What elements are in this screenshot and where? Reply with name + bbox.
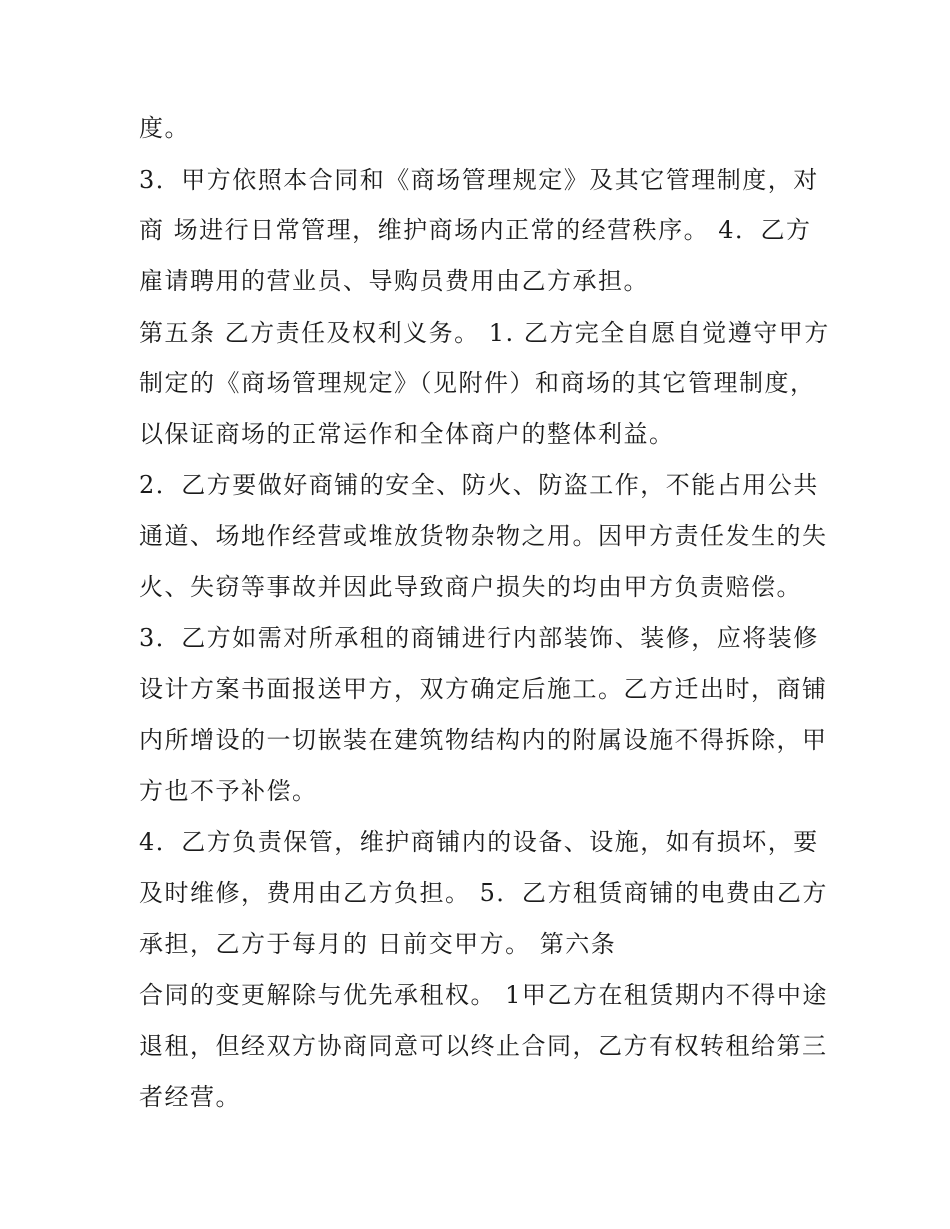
text-line: 及时维修，费用由乙方负担。 5．乙方租赁商铺的电费由乙方 bbox=[139, 879, 828, 907]
text-line: 通道、场地作经营或堆放货物杂物之用。因甲方责任发生的失 bbox=[139, 522, 828, 550]
text-line: 内所增设的一切嵌装在建筑物结构内的附属设施不得拆除，甲 bbox=[139, 726, 828, 754]
text-line: 3．乙方如需对所承租的商铺进行内部装饰、装修，应将装修 bbox=[139, 624, 819, 652]
text-line: 承担，乙方于每月的 日前交甲方。 第六条 bbox=[139, 930, 617, 958]
text-line: 商 场进行日常管理，维护商场内正常的经营秩序。 4．乙方 bbox=[139, 216, 812, 244]
text-line: 退租，但经双方协商同意可以终止合同，乙方有权转租给第三 bbox=[139, 1032, 828, 1060]
text-line: 制定的《商场管理规定》（见附件）和商场的其它管理制度， bbox=[139, 369, 816, 397]
text-line: 度。 bbox=[139, 114, 190, 142]
text-line: 第五条 乙方责任及权利义务。 1. 乙方完全自愿自觉遵守甲方 bbox=[139, 319, 830, 347]
text-line: 者经营。 bbox=[139, 1083, 241, 1111]
text-line: 方也不予补偿。 bbox=[139, 777, 318, 805]
text-line: 3．甲方依照本合同和《商场管理规定》及其它管理制度，对 bbox=[139, 166, 819, 194]
text-line: 以保证商场的正常运作和全体商户的整体利益。 bbox=[139, 420, 675, 448]
text-line: 雇请聘用的营业员、导购员费用由乙方承担。 bbox=[139, 267, 649, 295]
text-line: 4．乙方负责保管，维护商铺内的设备、设施，如有损坏，要 bbox=[139, 828, 819, 856]
text-line: 设计方案书面报送甲方，双方确定后施工。乙方迁出时，商铺 bbox=[139, 675, 828, 703]
text-line: 合同的变更解除与优先承租权。 1甲乙方在租赁期内不得中途 bbox=[139, 981, 828, 1009]
text-line: 火、失窃等事故并因此导致商户损失的均由甲方负责赔偿。 bbox=[139, 573, 802, 601]
text-line: 2．乙方要做好商铺的安全、防火、防盗工作，不能占用公共 bbox=[139, 471, 819, 499]
